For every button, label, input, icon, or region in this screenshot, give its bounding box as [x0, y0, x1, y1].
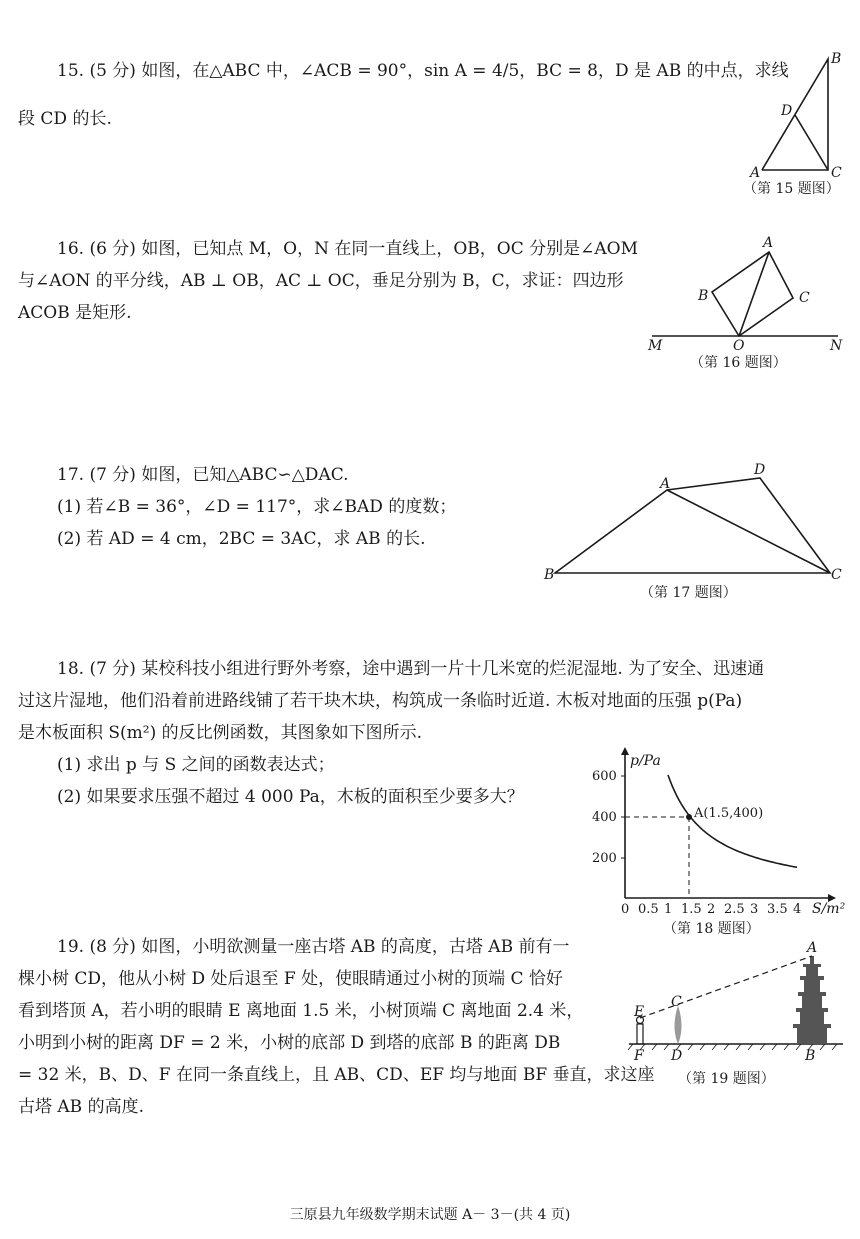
q18-ylabel: p/Pa	[630, 753, 661, 769]
q16-label-a: A	[763, 235, 774, 251]
q15-label-d: D	[781, 103, 793, 119]
q18-caption: （第 18 题图）	[663, 921, 760, 937]
q18-xtick-3.5: 3.5	[767, 902, 788, 917]
q16-label-o: O	[733, 338, 745, 354]
q18-line-3: 是木板面积 S(m²) 的反比例函数，其图象如下图所示.	[18, 723, 423, 743]
q15-line-1: 15. (5 分) 如图，在△ABC 中，∠ACB = 90°，sin A = 4/5，BC = 8，D 是 AB 的中点，求线	[57, 61, 789, 81]
q15-line-2: 段 CD 的长.	[18, 109, 112, 129]
q18-ytick-600: 600	[592, 769, 617, 784]
q17-line-3: (2) 若 AD = 4 cm，2BC = 3AC，求 AB 的长.	[57, 529, 426, 549]
q19-line-2: 棵小树 CD，他从小树 D 处后退至 F 处，使眼睛通过小树的顶端 C 恰好	[18, 969, 563, 989]
q16-label-c: C	[799, 290, 810, 306]
q16-label-m: M	[648, 338, 663, 354]
q15-label-c: C	[831, 165, 842, 180]
q18-point-label: A(1.5,400)	[694, 806, 764, 821]
q18-line-5: (2) 如果要求压强不超过 4 000 Pa，木板的面积至少要多大？	[57, 787, 524, 807]
q15-label-b: B	[831, 51, 842, 67]
q18-xtick-2: 2	[707, 902, 716, 917]
q19-caption: （第 19 题图）	[678, 1071, 775, 1087]
q16-figure	[640, 230, 850, 355]
q19-line-5: = 32 米，B、D、F 在同一条直线上，且 AB、CD、EF 均与地面 BF 垂直，求这座	[18, 1065, 655, 1085]
q17-label-c: C	[831, 567, 842, 583]
q18-xtick-1: 1	[664, 902, 673, 917]
q18-xtick-4: 4	[793, 902, 802, 917]
q19-label-c: C	[671, 994, 682, 1010]
q15-triangle-figure	[740, 45, 850, 180]
q19-line-6: 古塔 AB 的高度.	[18, 1097, 144, 1117]
q19-label-e: E	[634, 1004, 645, 1020]
q19-label-a: A	[807, 940, 818, 956]
q18-line-2: 过这片湿地，他们沿着前进路线铺了若干块木块，构筑成一条临时近道. 木板对地面的压强 p(Pa)	[18, 691, 743, 711]
q18-ytick-400: 400	[592, 810, 617, 825]
q16-caption: （第 16 题图）	[690, 355, 787, 371]
page-footer: 三原县九年级数学期末试题 A－ 3－(共 4 页)	[289, 1207, 571, 1223]
q18-line-4: (1) 求出 p 与 S 之间的函数表达式；	[57, 755, 335, 775]
q15-label-a: A	[750, 165, 761, 180]
q19-line-4: 小明到小树的距离 DF = 2 米，小树的底部 D 到塔的底部 B 的距离 DB	[18, 1033, 561, 1053]
q19-tree	[675, 1006, 682, 1044]
q18-graph	[590, 745, 850, 920]
q19-label-f: F	[634, 1048, 644, 1064]
q18-line-1: 18. (7 分) 某校科技小组进行野外考察，途中遇到一片十几米宽的烂泥湿地. 为了安全、迅速通	[57, 659, 765, 679]
q16-line-1: 16. (6 分) 如图，已知点 M，O，N 在同一直线上，OB，OC 分别是∠AOM	[57, 239, 638, 259]
q19-figure	[625, 940, 850, 1065]
q17-label-a: A	[660, 476, 671, 492]
q16-line-3: ACOB 是矩形.	[18, 303, 132, 323]
q17-line-1: 17. (7 分) 如图，已知△ABC∽△DAC.	[57, 465, 349, 485]
q17-label-d: D	[754, 462, 766, 478]
q17-caption: （第 17 题图）	[640, 585, 737, 601]
q18-point-a	[686, 814, 692, 820]
q15-caption: （第 15 题图）	[743, 181, 840, 197]
q18-xlabel: S/m²	[812, 901, 846, 917]
q19-label-d: D	[671, 1048, 683, 1064]
q19-person	[637, 1024, 643, 1044]
q16-label-n: N	[830, 338, 843, 354]
q18-curve	[668, 775, 797, 867]
q19-line-1: 19. (8 分) 如图，小明欲测量一座古塔 AB 的高度，古塔 AB 前有一	[57, 937, 570, 957]
q19-label-b: B	[805, 1048, 816, 1064]
q17-line-2: (1) 若∠B = 36°，∠D = 117°，求∠BAD 的度数；	[57, 497, 457, 517]
q19-line-3: 看到塔顶 A，若小明的眼睛 E 离地面 1.5 米，小树顶端 C 离地面 2.4 米，	[18, 1001, 584, 1021]
q16-line-2: 与∠AON 的平分线，AB ⊥ OB，AC ⊥ OC，垂足分别为 B，C，求证：四边形	[18, 271, 624, 291]
q19-pagoda	[793, 956, 831, 1044]
q18-xtick-0: 0	[621, 902, 630, 917]
q17-label-b: B	[544, 567, 555, 583]
q17-figure	[540, 458, 850, 583]
q18-xtick-0.5: 0.5	[638, 902, 659, 917]
q18-xtick-2.5: 2.5	[724, 902, 745, 917]
q18-xtick-3: 3	[750, 902, 759, 917]
q16-label-b: B	[698, 288, 709, 304]
q18-ytick-200: 200	[592, 851, 617, 866]
q18-xtick-1.5: 1.5	[681, 902, 702, 917]
